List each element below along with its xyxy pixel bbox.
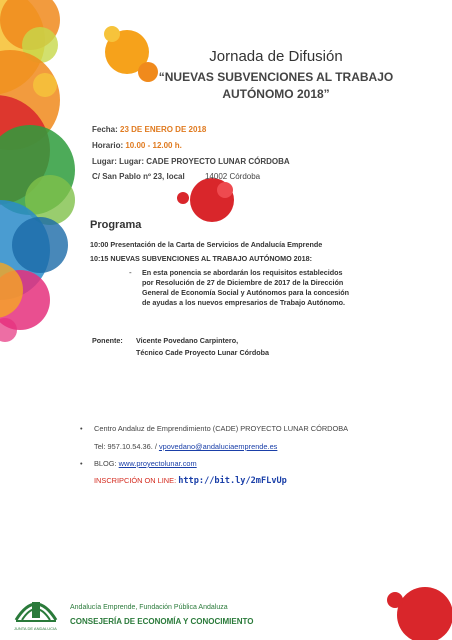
ponente-role: Técnico Cade Proyecto Lunar Córdoba bbox=[136, 348, 269, 357]
subtitle-line-1: “NUEVAS SUBVENCIONES AL TRABAJO bbox=[158, 70, 394, 84]
junta-andalucia-logo bbox=[10, 590, 62, 626]
horario-label: Horario: bbox=[92, 141, 124, 150]
subtitle-line-2: AUTÓNOMO 2018” bbox=[222, 87, 330, 101]
bullet-icon: • bbox=[80, 459, 83, 468]
bullet-icon: • bbox=[80, 424, 83, 433]
programa-heading: Programa bbox=[90, 219, 142, 231]
blog-link[interactable]: www.proyectolunar.com bbox=[118, 459, 197, 468]
horario-value: 10.00 - 12.00 h. bbox=[125, 141, 182, 150]
lugar-value: Lugar: CADE PROYECTO LUNAR CÓRDOBA bbox=[119, 157, 290, 166]
page-title: Jornada de Difusión bbox=[209, 48, 343, 65]
fecha-value: 23 DE ENERO DE 2018 bbox=[120, 125, 207, 134]
horario-row bbox=[92, 141, 182, 150]
blog-label: BLOG: bbox=[94, 459, 117, 468]
contact-email-link[interactable]: vpovedano@andaluciaemprende.es bbox=[158, 442, 278, 451]
footer-line-1: Andalucía Emprende, Fundación Pública Andaluza bbox=[70, 604, 228, 611]
inscripcion-label: INSCRIPCIÓN ON LINE: bbox=[94, 476, 177, 485]
inscripcion-row bbox=[94, 476, 287, 486]
programa-item-1: 10:00 Presentación de la Carta de Servicios de Andalucía Emprende bbox=[90, 240, 323, 249]
inscripcion-link[interactable]: http://bit.ly/2mFLvUp bbox=[178, 476, 287, 486]
fecha-label: Fecha: bbox=[92, 125, 118, 134]
ponente-label: Ponente: bbox=[92, 336, 123, 345]
ponente-name: Vicente Povedano Carpintero, bbox=[136, 336, 239, 345]
address-city: 14002 Córdoba bbox=[204, 172, 261, 181]
contact-tel-row bbox=[94, 442, 277, 451]
contact-center: Centro Andaluz de Emprendimiento (CADE) PROYECTO LUNAR CÓRDOBA bbox=[94, 424, 349, 433]
blog-row bbox=[94, 459, 197, 468]
programa-description-4: de ayudas a los nuevos empresarios de Trabajo Autónomo. bbox=[142, 298, 346, 307]
programa-description-1: En esta ponencia se abordarán los requisitos establecidos bbox=[142, 268, 343, 277]
address-row bbox=[92, 172, 260, 181]
programa-dash: - bbox=[129, 268, 132, 277]
lugar-label: Lugar: bbox=[92, 157, 117, 166]
contact-tel: Tel: 957.10.54.36. / bbox=[94, 442, 157, 451]
logo-text: JUNTA DE ANDALUCIA bbox=[14, 626, 57, 631]
address-street: C/ San Pablo nº 23, local bbox=[92, 172, 185, 181]
programa-item-2: 10:15 NUEVAS SUBVENCIONES AL TRABAJO AUTÓNOMO 2018: bbox=[90, 254, 313, 263]
fecha-row bbox=[92, 125, 206, 134]
programa-description-2: por Resolución de 27 de Diciembre de 2017 de la Dirección bbox=[142, 278, 344, 287]
footer-line-2: CONSEJERÍA DE ECONOMÍA Y CONOCIMIENTO bbox=[70, 617, 254, 626]
lugar-row bbox=[92, 157, 290, 166]
programa-description-3: General de Economía Social y Autónomos para la concesión bbox=[142, 288, 350, 297]
